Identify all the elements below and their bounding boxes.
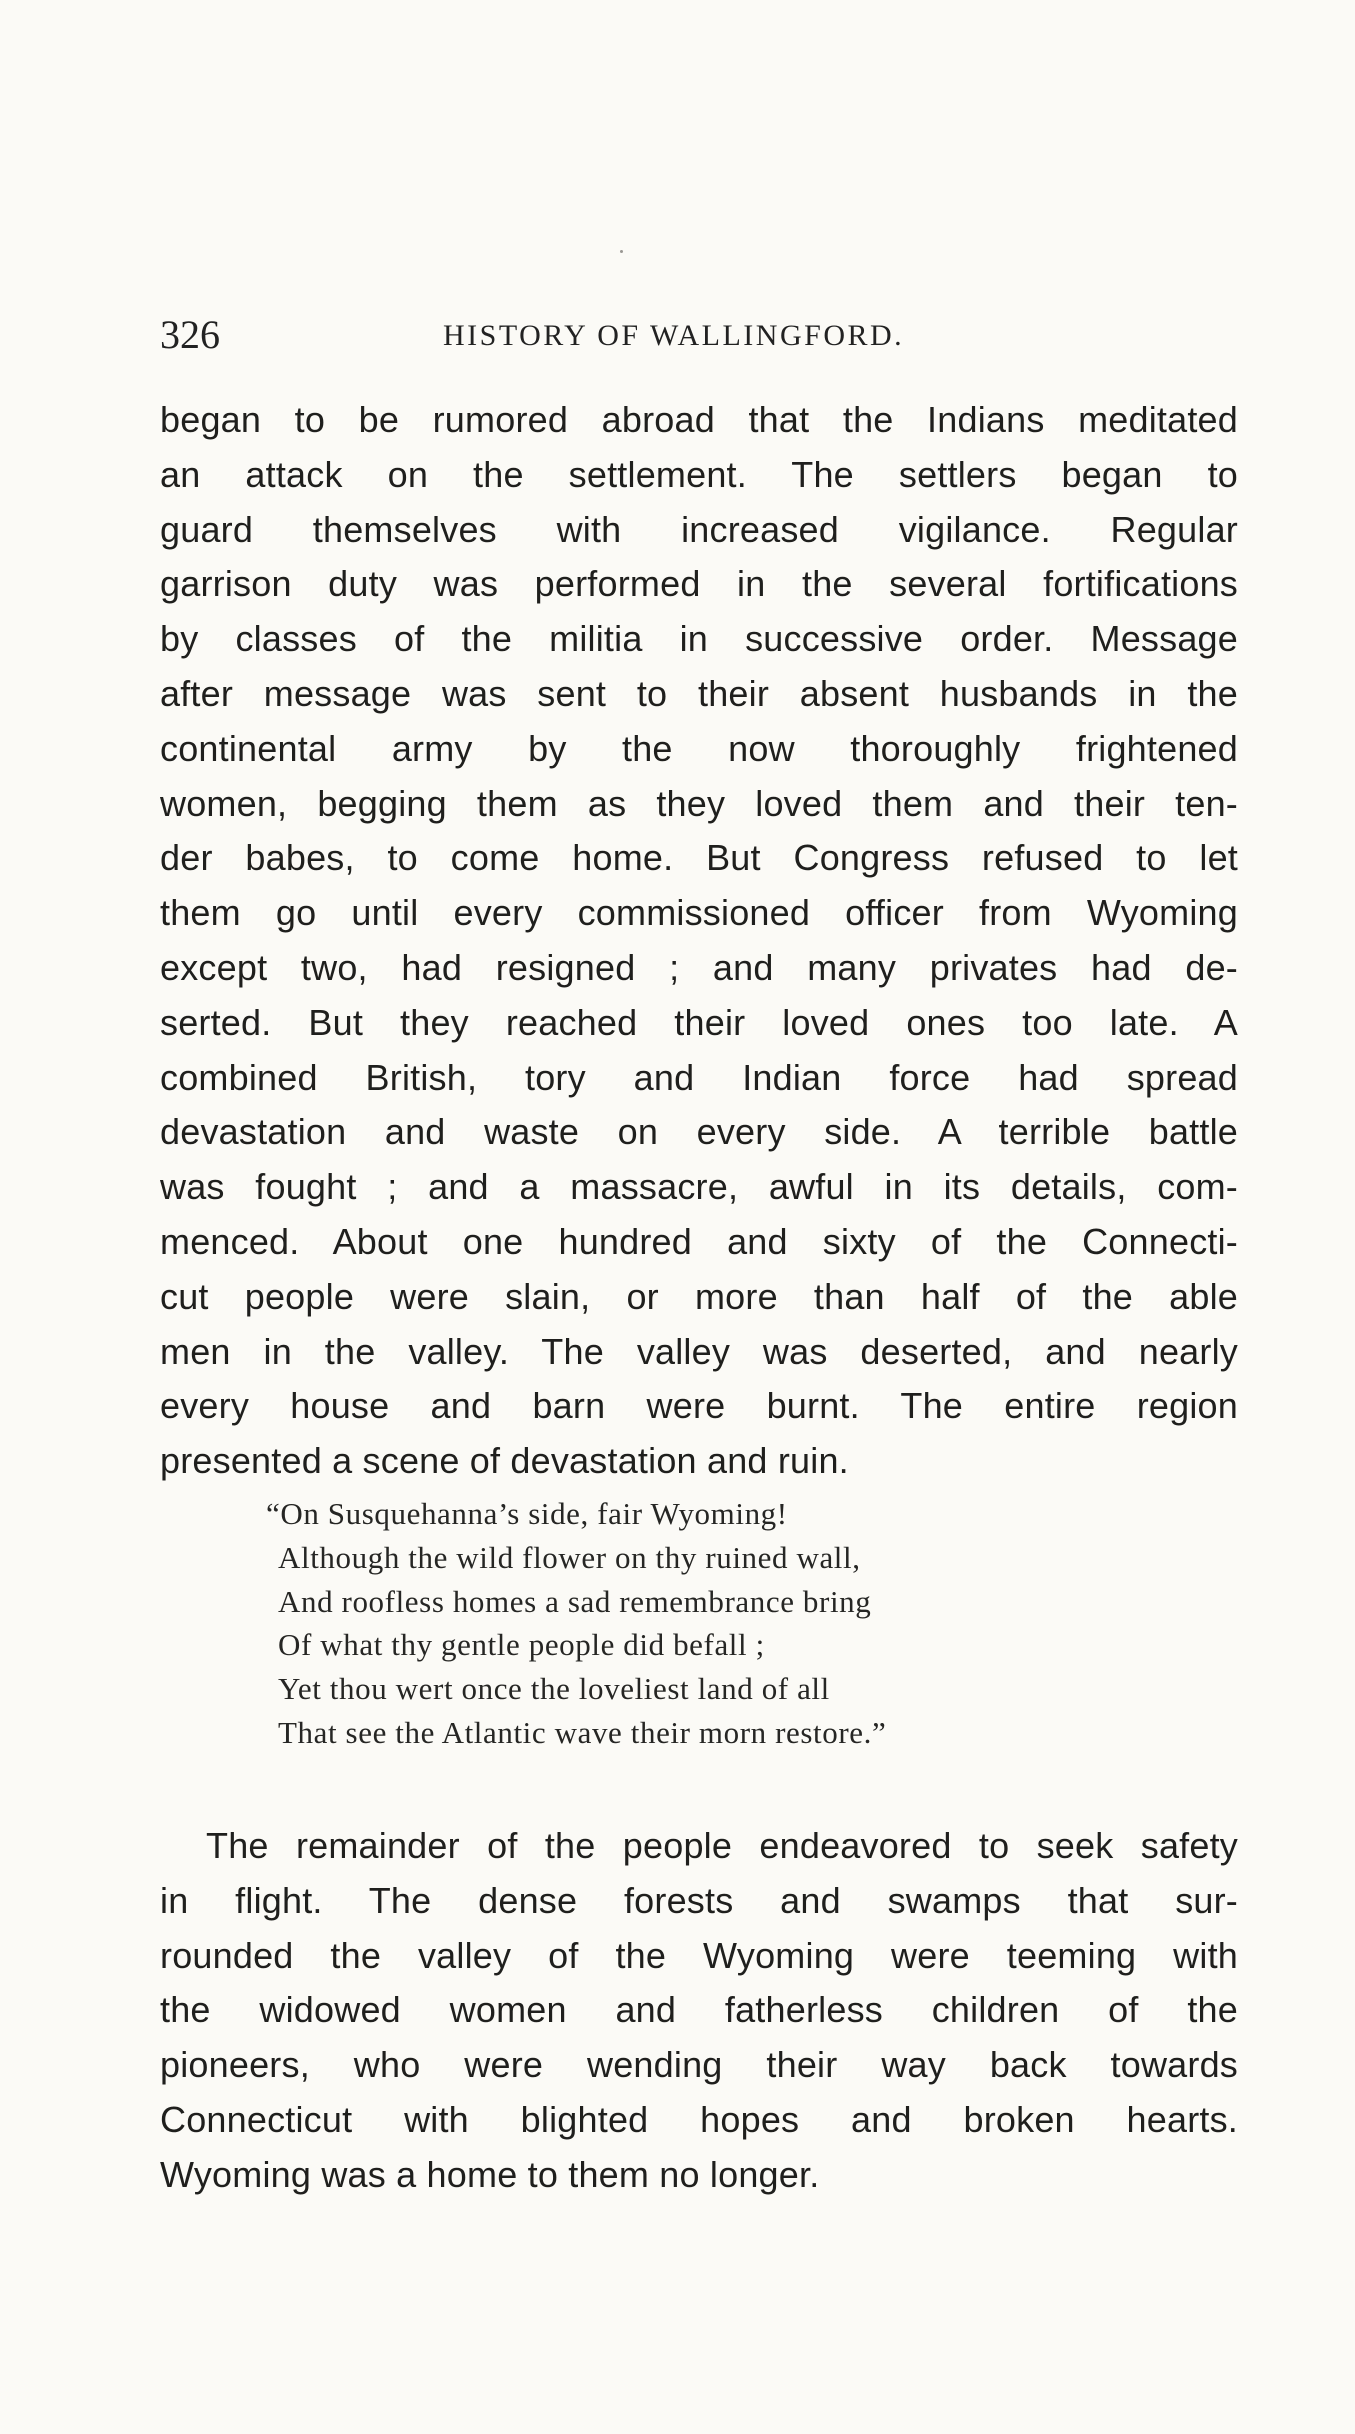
paragraph-1 (160, 393, 1238, 1489)
text-line: rounded the valley of the Wyoming were teeming with (160, 1934, 1238, 1976)
text-line: the widowed women and fatherless children of the (160, 1989, 1238, 2031)
verse-line: Of what thy gentle people did befall ; (278, 1627, 765, 1663)
text-line: devastation and waste on every side. A terrible battle (160, 1111, 1238, 1153)
text-line: der babes, to come home. But Congress refused to let (160, 837, 1238, 879)
verse-line: “On Susquehanna’s side, fair Wyoming! (266, 1496, 788, 1531)
verse-line: And roofless homes a sad remembrance bring (278, 1583, 872, 1619)
text-line: menced. About one hundred and sixty of the Connecti- (160, 1220, 1238, 1262)
text-line: in flight. The dense forests and swamps that sur- (160, 1879, 1238, 1921)
text-line: Connecticut with blighted hopes and broken hearts. (160, 2098, 1238, 2140)
text-line: cut people were slain, or more than half of the able (160, 1275, 1238, 1317)
text-line: guard themselves with increased vigilance. Regular (160, 508, 1238, 550)
verse-quotation (266, 1492, 1178, 1755)
text-line: an attack on the settlement. The settlers began to (160, 453, 1238, 495)
text-line: Wyoming was a home to them no longer. (160, 2153, 820, 2195)
running-head-title: HISTORY OF WALLINGFORD. (443, 319, 905, 352)
paper-speck (620, 250, 623, 253)
text-line: garrison duty was performed in the several fortifications (160, 563, 1238, 605)
text-line: by classes of the militia in successive order. Message (160, 618, 1238, 660)
page-number: 326 (160, 312, 220, 357)
text-line: continental army by the now thoroughly frightened (160, 727, 1238, 769)
text-line: men in the valley. The valley was deserted, and nearly (160, 1330, 1238, 1372)
text-line: them go until every commissioned officer from Wyoming (160, 892, 1238, 934)
text-line: The remainder of the people endeavored to seek safety (206, 1825, 1238, 1866)
text-line: except two, had resigned ; and many privates had de- (160, 946, 1238, 988)
paragraph-2 (160, 1819, 1238, 2203)
verse-line: Yet thou wert once the loveliest land of all (278, 1671, 830, 1707)
text-line: presented a scene of devastation and ruin. (160, 1440, 849, 1482)
text-line: after message was sent to their absent husbands in the (160, 672, 1238, 714)
text-line: began to be rumored abroad that the Indians meditated (160, 399, 1238, 440)
running-head (160, 310, 1240, 360)
text-line: pioneers, who were wending their way back towards (160, 2044, 1238, 2086)
text-line: was fought ; and a massacre, awful in its details, com- (160, 1166, 1238, 1208)
text-line: women, begging them as they loved them and their ten- (160, 782, 1238, 824)
verse-line: Although the wild flower on thy ruined wall, (278, 1539, 861, 1575)
text-line: every house and barn were burnt. The entire region (160, 1385, 1238, 1427)
verse-line: That see the Atlantic wave their morn restore.” (278, 1714, 887, 1750)
text-line: serted. But they reached their loved ones too late. A (160, 1001, 1238, 1043)
text-line: combined British, tory and Indian force had spread (160, 1056, 1238, 1098)
